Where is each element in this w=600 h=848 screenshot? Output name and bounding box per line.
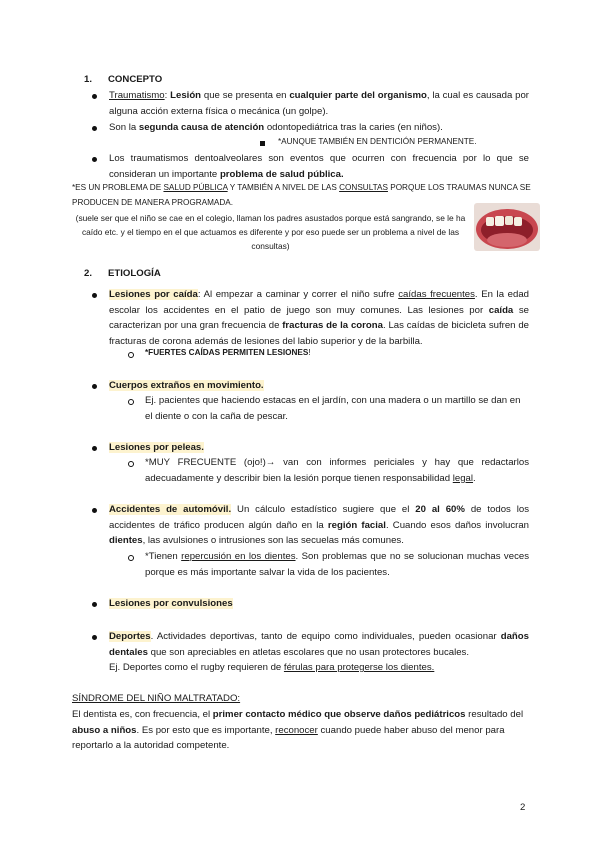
public-health-note: *ES UN PROBLEMA DE SALUD PÚBLICA Y TAMBIÉN A NIVEL DE LAS CONSULTAS PORQUE LOS TRAUMAS NUNCA SE PRODUCEN DE MANERA PROGRAMADA. [72,183,531,207]
concept-bullet-3: Los traumatismos dentoalveolares son eventos que ocurren con frecuencia por lo que se consideran un importante problema de salud pública. [109,153,529,180]
falls-sub-note: *FUERTES CAÍDAS PERMITEN LESIONES! [145,348,311,357]
circle-bullet-icon [128,461,134,467]
foreign-bodies-sub: Ej. pacientes que haciendo estacas en el jardín, con una madera o un martillo se dan en el diente o con la caña de pescar. [145,395,521,422]
etiology-convulsions: Lesiones por convulsiones [109,598,233,609]
circle-bullet-icon [128,555,134,561]
square-bullet-icon [260,141,265,146]
etiology-sports: Deportes. Actividades deportivas, tanto de equipo como individuales, pueden ocasionar daños dentales que son apreciables en atletas escolares que no usan protectores bucales. [109,631,529,658]
section2-number: 2. [84,268,93,279]
syndrome-paragraph: El dentista es, con frecuencia, el primer contacto médico que observe daños pediátricos resultado del abuso a niños. Es por esto que es importante, reconocer cuando puede haber abuso del menor para reportarlo a la autoridad competente. [72,709,524,751]
explanatory-paragraph: (suele ser que el niño se cae en el colegio, llaman los padres asustados porque está sangrando, se le ha caído etc. y el tiempo en el que actuamos es diferente y por eso puede ser un problema a nivel de las consultas) [75,213,466,251]
concept-sub-note: *AUNQUE TAMBIÉN EN DENTICIÓN PERMANENTE. [278,137,477,146]
etiology-foreign-bodies: Cuerpos extraños en movimiento. [109,380,264,391]
bullet-icon [92,508,97,513]
bullet-icon [92,157,97,162]
etiology-car-accidents: Accidentes de automóvil. Un cálculo estadístico sugiere que el 20 al 60% de todos los accidentes de tráfico producen algún daño en la región facial. Cuando esos daños involucran dientes, las avulsiones o intrusiones son las secuelas más comunes. [109,504,530,546]
bullet-icon [92,635,97,640]
mouth-photo-icon [474,203,540,251]
section2-title: ETIOLOGÍA [108,268,161,279]
page-number: 2 [520,802,526,813]
bullet-icon [92,126,97,131]
concept-bullet-2: Son la segunda causa de atención odontopediátrica tras la caries (en niños). [109,122,443,133]
circle-bullet-icon [128,399,134,405]
section1-title: CONCEPTO [108,74,163,85]
etiology-fights: Lesiones por peleas. [109,442,204,453]
syndrome-title: SÍNDROME DEL NIÑO MALTRATADO: [72,693,241,704]
car-accidents-sub: *Tienen repercusión en los dientes. Son problemas que no se solucionan muchas veces porque es más importante salvar la vida de los pacientes. [145,551,529,578]
section1-number: 1. [84,74,93,85]
bullet-icon [92,602,97,607]
bullet-icon [92,94,97,99]
etiology-falls: Lesiones por caída: Al empezar a caminar y correr el niño sufre caídas frecuentes. En la edad escolar los accidentes en el patio de juego son muy comunes. Las lesiones por caída se caracterizan por una gran frecuencia de fracturas de la corona. Las caídas de bicicleta sufren de fracturas de corona además de lesiones del labio superior y de la barbilla. [109,289,529,347]
bullet-icon [92,446,97,451]
fights-sub: *MUY FRECUENTE (ojo!)→ van con informes periciales y hay que redactarlos adecuadamente y describir bien la lesión porque tienen responsabilidad legal. [145,457,529,484]
concept-bullet-1: Traumatismo: Lesión que se presenta en cualquier parte del organismo, la cual es causada por alguna acción externa física o mecánica (un golpe). [109,90,529,117]
bullet-icon [92,293,97,298]
bullet-icon [92,384,97,389]
circle-bullet-icon [128,352,134,358]
sports-example: Ej. Deportes como el rugby requieren de férulas para protegerse los dientes. [109,662,435,673]
